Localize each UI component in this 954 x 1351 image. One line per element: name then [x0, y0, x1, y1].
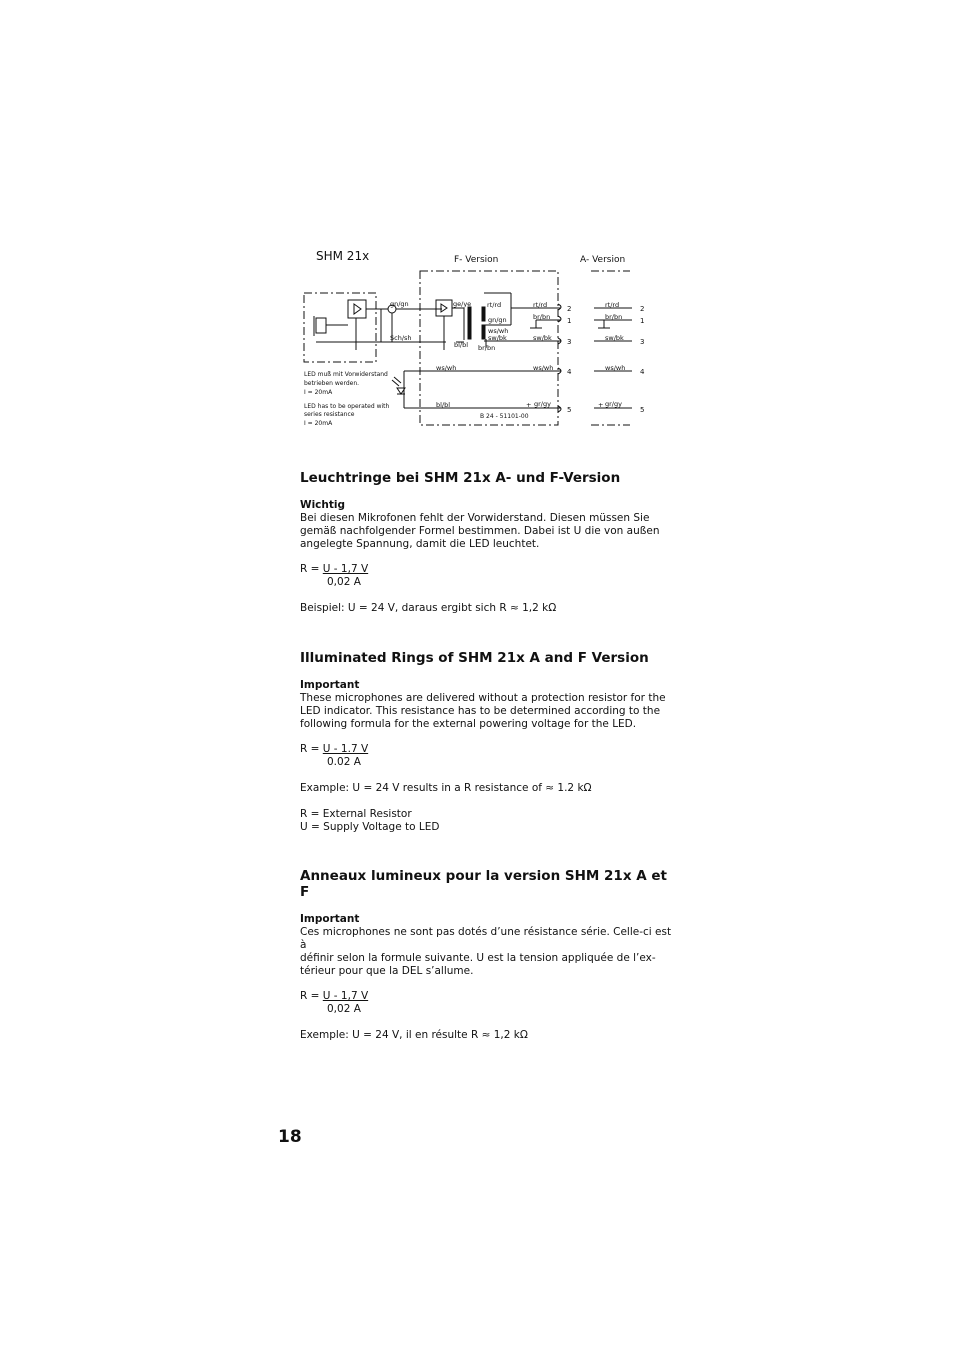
- wire-label: gr/gy: [605, 400, 622, 408]
- section-german: [300, 470, 680, 615]
- pin-number: 1: [567, 317, 572, 325]
- plus-sign: +: [598, 401, 604, 409]
- formula-numerator: U - 1,7 V: [322, 563, 369, 575]
- formula-denominator: 0.02 A: [327, 756, 361, 768]
- pin-number: 2: [640, 305, 645, 313]
- pin-number: 5: [640, 406, 645, 414]
- formula-numerator: U - 1.7 V: [322, 743, 369, 755]
- wire-label: rt/rd: [533, 301, 548, 309]
- note-en-line: series resistance: [304, 411, 355, 418]
- wire-label: ws/wh: [488, 327, 509, 335]
- body-line: gemäß nachfolgender Formel bestimmen. Dabei ist U die von außen: [300, 525, 660, 537]
- body-line: angelegte Spannung, damit die LED leuchtet.: [300, 538, 540, 550]
- wire-label: gr/gy: [534, 400, 551, 408]
- pin-number: 4: [640, 368, 645, 376]
- wire-label: ge/ye: [453, 300, 472, 308]
- section-heading: Illuminated Rings of SHM 21x A and F Version: [300, 650, 649, 666]
- body-line: térieur pour que la DEL s’allume.: [300, 965, 474, 977]
- wiring-schematic: [296, 240, 656, 435]
- important-label: Wichtig: [300, 499, 346, 511]
- plus-sign: +: [526, 401, 532, 409]
- formula-prefix: R =: [300, 990, 323, 1002]
- section-heading: Anneaux lumineux pour la version SHM 21x A et F: [300, 868, 667, 900]
- wire-label: rt/rd: [487, 301, 502, 309]
- note-en-line: LED has to be operated with: [304, 403, 390, 410]
- formula-denominator: 0,02 A: [327, 1003, 361, 1015]
- a-version-label: A- Version: [580, 255, 626, 265]
- wire-label: bl/bl: [436, 401, 451, 409]
- wire-label: br/bn: [605, 313, 623, 321]
- f-version-label: F- Version: [454, 255, 499, 265]
- body-line: LED indicator. This resistance has to be determined according to the: [300, 705, 661, 717]
- pin-number: 3: [567, 338, 572, 346]
- section-english: [300, 650, 680, 834]
- wire-label: br/bn: [478, 344, 496, 352]
- wire-label: ws/wh: [533, 364, 554, 372]
- formula-numerator: U - 1,7 V: [322, 990, 369, 1002]
- example-text: Beispiel: U = 24 V, daraus ergibt sich R ≈ 1,2 kΩ: [300, 602, 557, 614]
- pin-number: 1: [640, 317, 645, 325]
- body-line: Ces microphones ne sont pas dotés d’une résistance série. Celle-ci est à: [300, 926, 672, 951]
- wire-label: sw/bk: [533, 334, 552, 342]
- note-en-line: I = 20mA: [304, 420, 333, 427]
- wire-label: gn/gn: [488, 316, 507, 324]
- section-heading: Leuchtringe bei SHM 21x A- und F-Version: [300, 470, 621, 486]
- pin-number: 3: [640, 338, 645, 346]
- wire-label: Sch/sh: [390, 334, 412, 342]
- section-french: [300, 868, 680, 1042]
- model-label: SHM 21x: [316, 249, 370, 263]
- formula: [300, 563, 680, 576]
- definition-line: R = External Resistor: [300, 808, 412, 820]
- important-label: Important: [300, 913, 360, 925]
- formula-prefix: R =: [300, 563, 323, 575]
- formula: [300, 990, 680, 1003]
- body-line: Bei diesen Mikrofonen fehlt der Vorwiderstand. Diesen müssen Sie: [300, 512, 650, 524]
- wire-label: rt/rd: [605, 301, 620, 309]
- wire-label: ws/wh: [605, 364, 626, 372]
- formula: [300, 743, 680, 756]
- wire-label: ws/wh: [436, 364, 457, 372]
- formula-denominator: 0,02 A: [327, 576, 361, 588]
- pin-number: 5: [567, 406, 572, 414]
- formula-prefix: R =: [300, 743, 323, 755]
- pin-number: 2: [567, 305, 572, 313]
- note-de-line: betrieben werden.: [304, 380, 360, 387]
- body-line: définir selon la formule suivante. U est la tension appliquée de l’ex-: [300, 952, 656, 964]
- body-line: These microphones are delivered without a protection resistor for the: [300, 692, 666, 704]
- wire-label: br/bn: [533, 313, 551, 321]
- drawing-number: B 24 - 51101-00: [480, 413, 529, 420]
- note-de-line: I = 20mA: [304, 389, 333, 396]
- important-label: Important: [300, 679, 360, 691]
- page-number: 18: [278, 1127, 302, 1147]
- wire-label: bl/bl: [454, 341, 469, 349]
- pin-number: 4: [567, 368, 572, 376]
- note-de-line: LED muß mit Vorwiderstand: [304, 371, 388, 378]
- wire-label: sw/bk: [605, 334, 624, 342]
- example-text: Example: U = 24 V results in a R resistance of ≈ 1.2 kΩ: [300, 782, 592, 794]
- wire-label: gn/gn: [390, 300, 409, 308]
- definition-line: U = Supply Voltage to LED: [300, 821, 440, 833]
- body-line: following formula for the external powering voltage for the LED.: [300, 718, 637, 730]
- wire-label: sw/bk: [488, 334, 507, 342]
- example-text: Exemple: U = 24 V, il en résulte R ≈ 1,2 kΩ: [300, 1029, 528, 1041]
